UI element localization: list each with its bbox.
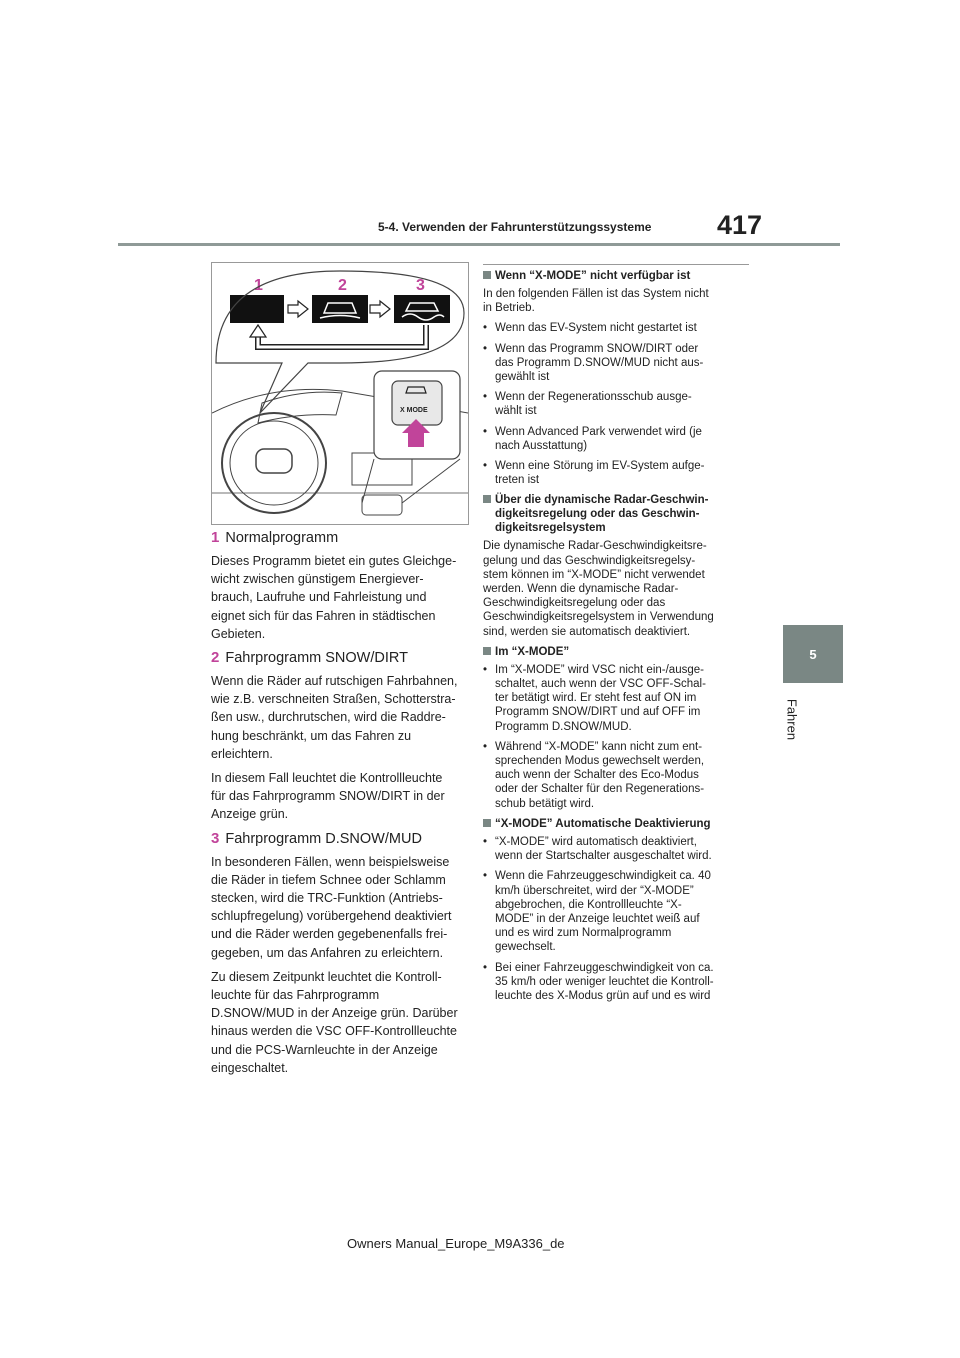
figure-label-2: 2 [338, 277, 347, 294]
list-item: • Wenn die Fahrzeuggeschwindigkeit ca. 40 km/h überschreitet, wird der “X-MODE” abgebrochen, die Kontrollleuchte “X- MODE” in der Anzeige leuchtet weiß auf und es wird zum Normalprogramm gewechselt. [483, 870, 711, 954]
chapter-label: Fahren [784, 698, 800, 741]
subsection-heading: Im “X-MODE” [483, 645, 753, 659]
arrow-right-icon [370, 301, 390, 317]
list-item: • Wenn der Regenerationsschub ausge- wählt ist [483, 391, 692, 418]
page-number: 417 [717, 210, 763, 240]
arrow-up-icon [250, 325, 266, 337]
square-bullet-icon [483, 495, 491, 503]
list-item: • Bei einer Fahrzeuggeschwindigkeit von ca. 35 km/h oder weniger leuchtet die Kontroll- leuchte des X-Modus grün auf und es wird [483, 961, 714, 1002]
item-number: 3 [211, 829, 220, 847]
left-column [211, 527, 469, 1083]
list-item: • Während “X-MODE” kann nicht zum ent- sprechenden Modus gewechselt werden, auch wenn der Schalter des Eco-Modus oder der Schalter für den Regenerations- schub betätigt wird. [483, 740, 705, 810]
item-heading [211, 529, 469, 546]
item-text: Dieses Programm bietet ein gutes Gleichge- wicht zwischen günstigem Energiever- brauch, Laufruhe und Fahrleistung und eignet sich für das Fahren in städtischen Gebieten. [211, 554, 457, 641]
list-item: • Im “X-MODE” wird VSC nicht ein-/ausge- schaltet, auch wenn der VSC OFF-Schal- ter betätigt wird. Er steht fest auf ON im Programm SNOW/DIRT und auf OFF im Programm D.SNOW/MUD. [483, 663, 706, 733]
xmode-text: X MODE [400, 407, 428, 414]
arrow-right-icon [288, 301, 308, 317]
list-item: • Wenn Advanced Park verwendet wird (je nach Ausstattung) [483, 425, 702, 452]
footer-text: Owners Manual_Europe_M9A336_de [347, 1236, 565, 1251]
item-heading [211, 830, 469, 847]
mode-box-snow-dirt [312, 295, 368, 323]
item-title: Fahrprogramm SNOW/DIRT [225, 650, 408, 667]
list-item: • “X-MODE” wird automatisch deaktiviert, wenn der Startschalter ausgeschaltet wird. [483, 835, 712, 863]
xmode-illustration [211, 262, 469, 525]
item-title: Fahrprogramm D.SNOW/MUD [225, 830, 422, 847]
figure-label-1: 1 [254, 277, 263, 294]
subsection-text: Die dynamische Radar-Geschwindigkeitsre- gelung und das Geschwindigkeitsregelsy- stem können im “X-MODE” nicht verwendet werden. Wenn die dynamische Radar- Geschwindigkeitsregelung oder das Geschwindigkeitsregelsystem in Verwendung sind, werden sie automatisch deaktiviert. [483, 540, 714, 638]
subsection-heading: Wenn “X-MODE” nicht verfügbar ist [483, 269, 753, 283]
subsection-text: In den folgenden Fällen ist das System nicht in Betrieb. [483, 288, 709, 315]
square-bullet-icon [483, 271, 491, 279]
subsection-heading: Über die dynamische Radar-Geschwin- digkeitsregelung oder das Geschwin- digkeitsregelsystem [483, 493, 753, 535]
subsection-heading: “X-MODE” Automatische Deaktivierung [483, 817, 753, 831]
section-rule [483, 264, 749, 265]
item-number: 1 [211, 529, 220, 546]
item-title: Normalprogramm [225, 530, 339, 546]
item-text: Zu diesem Zeitpunkt leuchtet die Kontroll- leuchte für das Fahrprogramm D.SNOW/MUD in der Anzeige grün. Darüber hinaus werden die VSC OFF-Kontrollleuchte und die PCS-Warnleuchte in der Anzeige eingeschaltet. [211, 969, 458, 1075]
list-item: • Wenn das Programm SNOW/DIRT oder das Programm D.SNOW/MUD nicht aus- gewählt ist [483, 342, 704, 384]
list-item: • Wenn das EV-System nicht gestartet ist [483, 322, 697, 335]
header-rule [118, 243, 840, 246]
figure-label-3: 3 [416, 277, 425, 294]
square-bullet-icon [483, 819, 491, 827]
item-number: 2 [211, 649, 220, 667]
square-bullet-icon [483, 647, 491, 655]
chapter-number: 5 [809, 646, 817, 662]
item-heading [211, 649, 469, 666]
item-text: Wenn die Räder auf rutschigen Fahrbahnen, wie z.B. verschneiten Straßen, Schotterstra- ßen usw., durchrutschen, wird die Raddre- hung beschränkt, um das Fahren zu erleichtern. [211, 674, 458, 761]
xmode-switch-icon [392, 381, 442, 425]
right-column [483, 264, 753, 1009]
chapter-tab[interactable] [783, 625, 843, 683]
section-title: 5-4. Verwenden der Fahrunterstützungssysteme [378, 220, 652, 234]
list-item: • Wenn eine Störung im EV-System aufge- treten ist [483, 460, 705, 487]
item-text: In besonderen Fällen, wenn beispielsweise die Räder in tiefem Schnee oder Schlamm stecken, wird die TRC-Funktion (Antriebs- schlupfregelung) vorübergehend deaktiviert und die Räder werden gegebenenfalls frei- gegeben, um das Anfahren zu erleichtern. [211, 854, 452, 960]
item-text: In diesem Fall leuchtet die Kontrollleuchte für das Fahrprogramm SNOW/DIRT in der Anzeige grün. [211, 771, 445, 822]
dashboard-drawing [212, 263, 468, 524]
mode-box-normal [230, 295, 284, 323]
